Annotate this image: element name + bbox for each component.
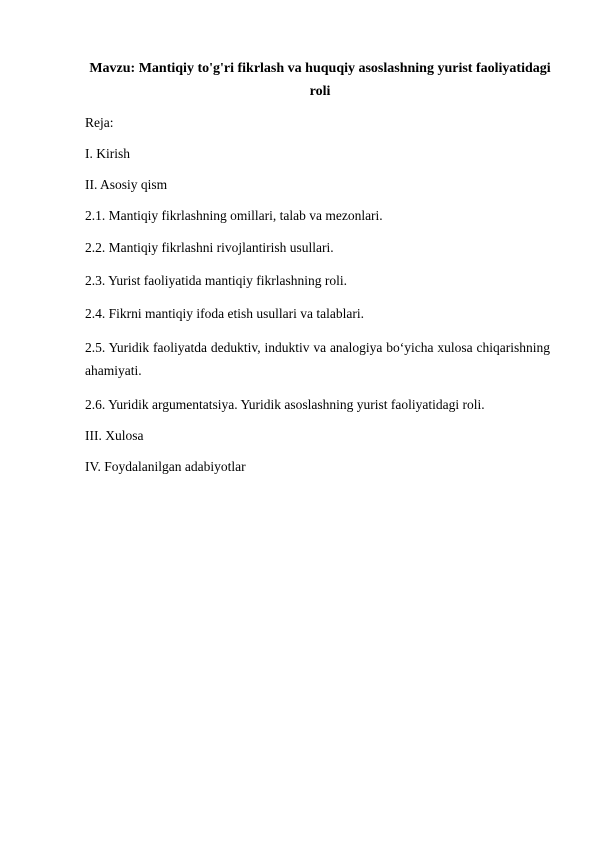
plan-item-2-4: 2.4. Fikrni mantiqiy ifoda etish usullari va talablari. [85,306,364,321]
plan-item-references: IV. Foydalanilgan adabiyotlar [85,459,246,474]
plan-item-2-2: 2.2. Mantiqiy fikrlashni rivojlantirish usullari. [85,240,334,255]
plan-item-2-6: 2.6. Yuridik argumentatsiya. Yuridik asoslashning yurist faoliyatidagi roli. [85,397,485,412]
plan-item-2-1: 2.1. Mantiqiy fikrlashning omillari, talab va mezonlari. [85,208,383,223]
plan-item-main-part: II. Asosiy qism [85,177,168,192]
plan-item-conclusion: III. Xulosa [85,428,144,443]
document-title: Mavzu: Mantiqiy to'g'ri fikrlash va huquqiy asoslashning yurist faoliyatidagi roli [89,61,551,99]
plan-item-2-3: 2.3. Yurist faoliyatida mantiqiy fikrlashning roli. [85,273,347,288]
plan-label: Reja: [85,115,114,130]
plan-item-2-5: 2.5. Yuridik faoliyatda deduktiv, induktiv va analogiya bo‘yicha xulosa chiqarishning ahamiyati. [85,340,550,378]
plan-item-introduction: I. Kirish [85,146,130,161]
